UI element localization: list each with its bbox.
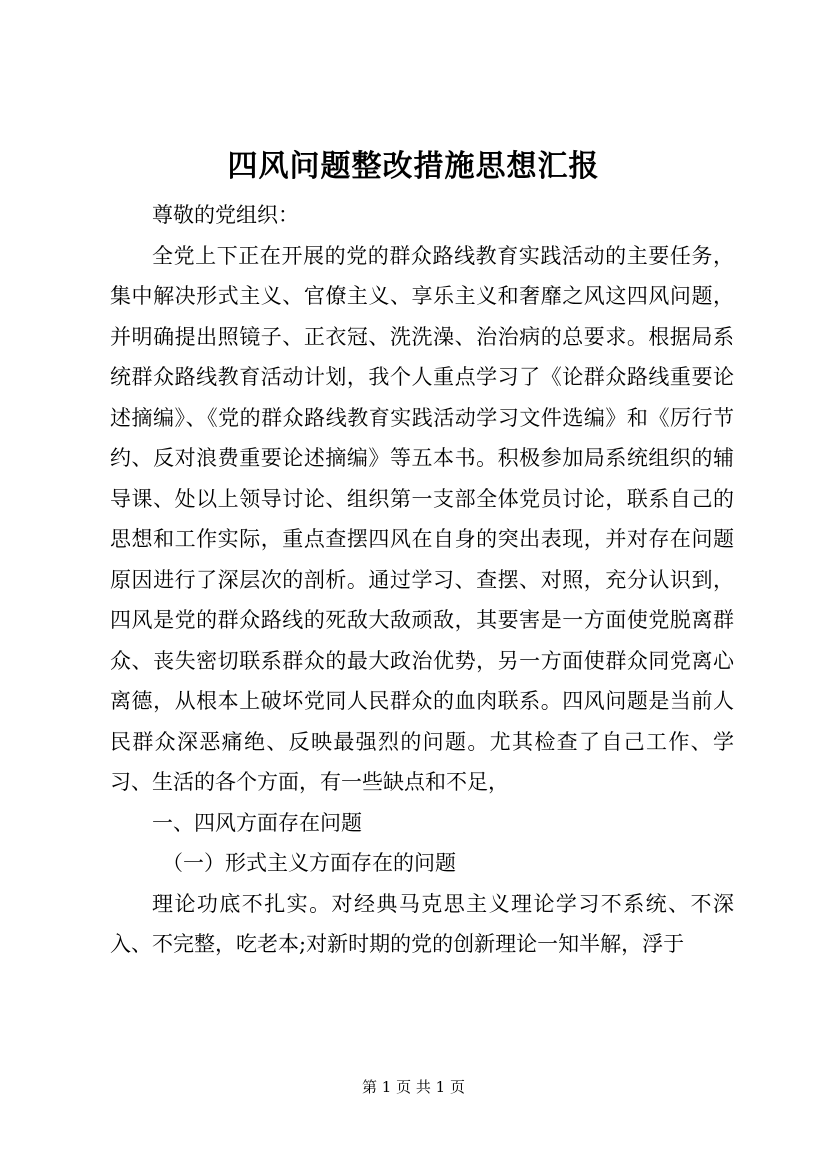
document-title: 四风问题整改措施思想汇报: [227, 149, 600, 184]
subsection-heading: （一）形式主义方面存在的问题: [162, 851, 456, 875]
paragraph-theory: 理论功底不扎实。对经典马克思主义理论学习不系统、不深入、不完整，吃老本;对新时期的党的创新理论一知半解，浮于: [110, 891, 734, 956]
document-body: [110, 195, 734, 965]
page-footer: 第 1 页 共 1 页: [362, 1078, 465, 1096]
paragraph-intro: 全党上下正在开展的党的群众路线教育实践活动的主要任务，集中解决形式主义、官僚主义、享乐主义和奢靡之风这四风问题，并明确提出照镜子、正衣冠、洗洗澡、治治病的总要求。根据局系统群众路线教育活动计划，我个人重点学习了《论群众路线重要论述摘编》、《党的群众路线教育实践活动学习文件选编》和《厉行节约、反对浪费重要论述摘编》等五本书。积极参加局系统组织的辅导课、处以上领导讨论、组织第一支部全体党员讨论，联系自己的思想和工作实际，重点查摆四风在自身的突出表现，并对存在问题原因进行了深层次的剖析。通过学习、查摆、对照，充分认识到，四风是党的群众路线的死敌大敌顽敌，其要害是一方面使党脱离群众、丧失密切联系群众的最大政治优势，另一方面使群众同党离心离德，从根本上破坏党同人民群众的血肉联系。四风问题是当前人民群众深恶痛绝、反映最强烈的问题。尤其检查了自己工作、学习、生活的各个方面，有一些缺点和不足，: [110, 243, 734, 794]
salutation: 尊敬的党组织：: [152, 203, 299, 227]
section-heading: 一、四风方面存在问题: [152, 810, 362, 835]
